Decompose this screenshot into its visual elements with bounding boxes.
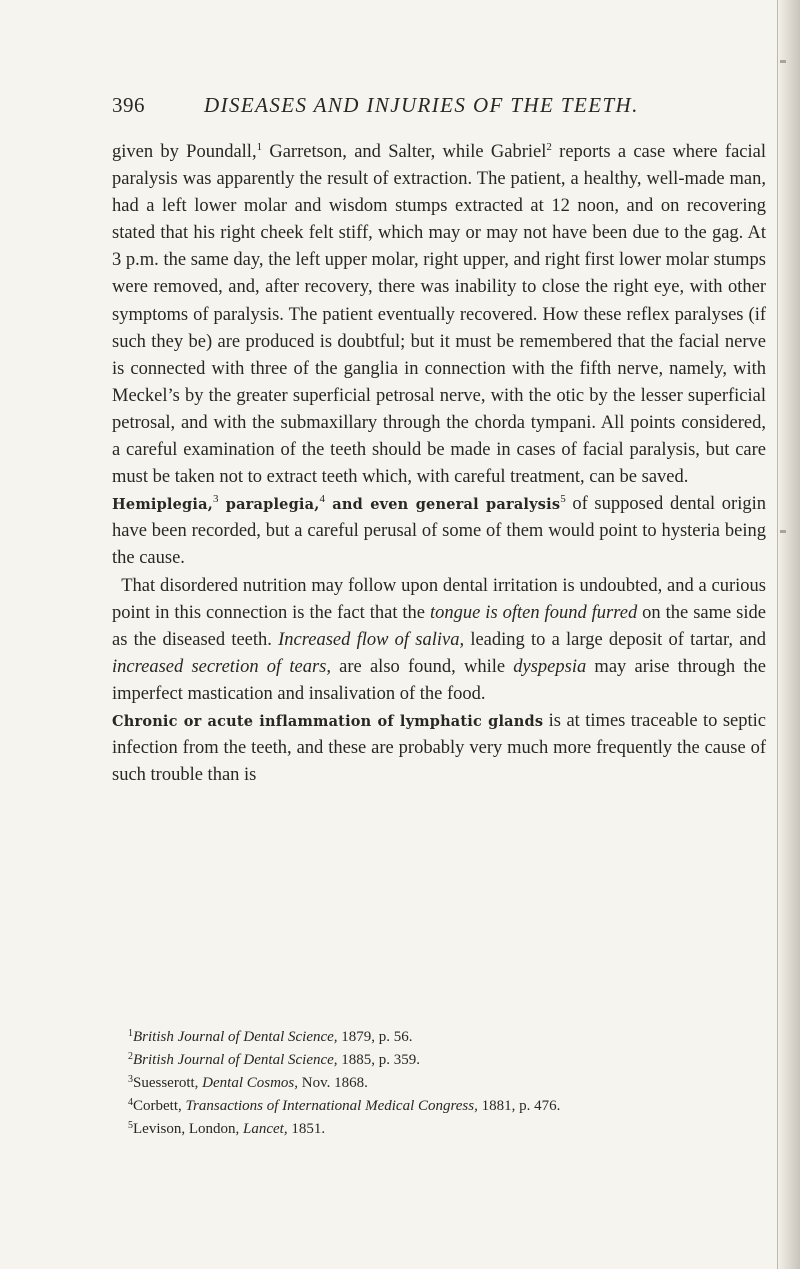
footnote — [112, 1095, 766, 1118]
footnote-detail: 1851. — [287, 1121, 326, 1137]
footnote-ref-4: 4 — [319, 493, 325, 506]
text-span: leading to a large deposit of tartar, and — [464, 629, 766, 650]
paragraph-nutrition — [112, 573, 766, 708]
run-in-heading: paraplegia, — [218, 496, 320, 514]
footnote-number: 5 — [128, 1120, 133, 1131]
footnote-number: 2 — [128, 1051, 133, 1062]
text-span: That disordered nutrition may follow upon dental irritation is undoubted, and a curious point in this connection is the fact that the — [112, 575, 766, 623]
footnote-ref-2: 2 — [546, 141, 552, 153]
italic-phrase: increased secretion of tears, — [112, 656, 331, 677]
footnote-detail: 1885, p. 359. — [337, 1052, 421, 1068]
footnote-source: Lancet, — [243, 1121, 288, 1137]
text-span: may arise through the imperfect mastication and insalivation of the food. — [112, 656, 766, 704]
footnote-source: Dental Cosmos, — [202, 1075, 299, 1091]
run-in-heading: Hemiplegia, — [112, 496, 213, 514]
text-span: of supposed dental origin have been recorded, but a careful perusal of some of them would point to hysteria being the cause. — [112, 494, 766, 569]
text-span: reports a case where facial paralysis was apparently the result of extraction. The patient, a healthy, well-made man, had a left lower molar and wisdom stumps extracted at 12 noon, and on recovering stated that his right cheek felt stiff, which may or may not have been due to the gag. At 3 p.m. the same day, the left upper molar, right upper, and right first lower molar stumps were removed, and, after recovery, there was inability to close the right eye, with other symptoms of paralysis. The patient eventually recovered. How these reflex paralyses (if such they be) are produced is doubtful; but it must be remembered that the facial nerve is connected with three of the ganglia in connection with the fifth nerve, namely, with Meckel’s by the greater superficial petrosal nerve, with the otic by the lesser superficial petrosal, and with the submaxillary through the chorda tympani. All points considered, a careful examination of the teeth should be made in cases of facial paralysis, but care must be taken not to extract teeth which, with careful treatment, can be saved. — [112, 142, 766, 488]
running-title: DISEASES AND INJURIES OF THE TEETH. — [204, 93, 639, 117]
italic-phrase: Increased flow of saliva, — [278, 629, 465, 650]
italic-phrase: dyspepsia — [513, 656, 587, 677]
footnote-author: Levison, London, — [133, 1121, 243, 1137]
footnote-ref-1: 1 — [256, 141, 263, 153]
run-in-heading: Chronic or acute inflammation of lymphatic glands — [112, 712, 544, 730]
footnote-source: British Journal of Dental Science, — [133, 1029, 338, 1045]
page-number: 396 — [112, 93, 145, 117]
text-span: are also found, while — [330, 656, 514, 677]
text-span: is at times traceable to septic infection from the teeth, and these are probably very much more frequently the cause of such trouble than is — [112, 710, 766, 786]
footnotes — [112, 1026, 766, 1141]
footnote-number: 1 — [128, 1028, 133, 1039]
body-text — [112, 139, 766, 789]
footnote-detail: 1879, p. 56. — [337, 1029, 413, 1045]
footnote-author: Corbett, — [133, 1098, 186, 1114]
footnote-source: British Journal of Dental Science, — [133, 1052, 338, 1068]
run-in-heading: and even general paralysis — [324, 496, 561, 514]
paragraph-hemiplegia — [112, 491, 766, 572]
footnote-ref-3: 3 — [212, 493, 219, 506]
paragraph-facial-paralysis — [112, 139, 766, 491]
footnote — [112, 1049, 766, 1072]
page-edge-mark — [780, 60, 786, 63]
italic-phrase: tongue is often found furred — [429, 602, 638, 623]
footnote — [112, 1118, 766, 1141]
footnote — [112, 1072, 766, 1095]
footnote-number: 4 — [128, 1097, 133, 1108]
page-edge-mark — [780, 530, 786, 533]
page-edge — [777, 0, 800, 1269]
paragraph-lymphatic — [112, 708, 766, 789]
footnote-detail: 1881, p. 476. — [477, 1098, 561, 1114]
text-span: on the same side as the diseased teeth. — [112, 602, 766, 650]
footnote-source: Transactions of International Medical Congress, — [185, 1098, 478, 1114]
footnote-detail: Nov. 1868. — [298, 1075, 368, 1091]
text-span: Garretson, and Salter, while Gabriel — [262, 142, 547, 162]
footnote-author: Suesserott, — [133, 1075, 203, 1091]
footnote-ref-5: 5 — [560, 493, 566, 506]
footnote-number: 3 — [128, 1074, 133, 1085]
running-header — [112, 93, 762, 117]
footnote — [112, 1026, 766, 1049]
text-span: given by Poundall, — [112, 142, 257, 162]
